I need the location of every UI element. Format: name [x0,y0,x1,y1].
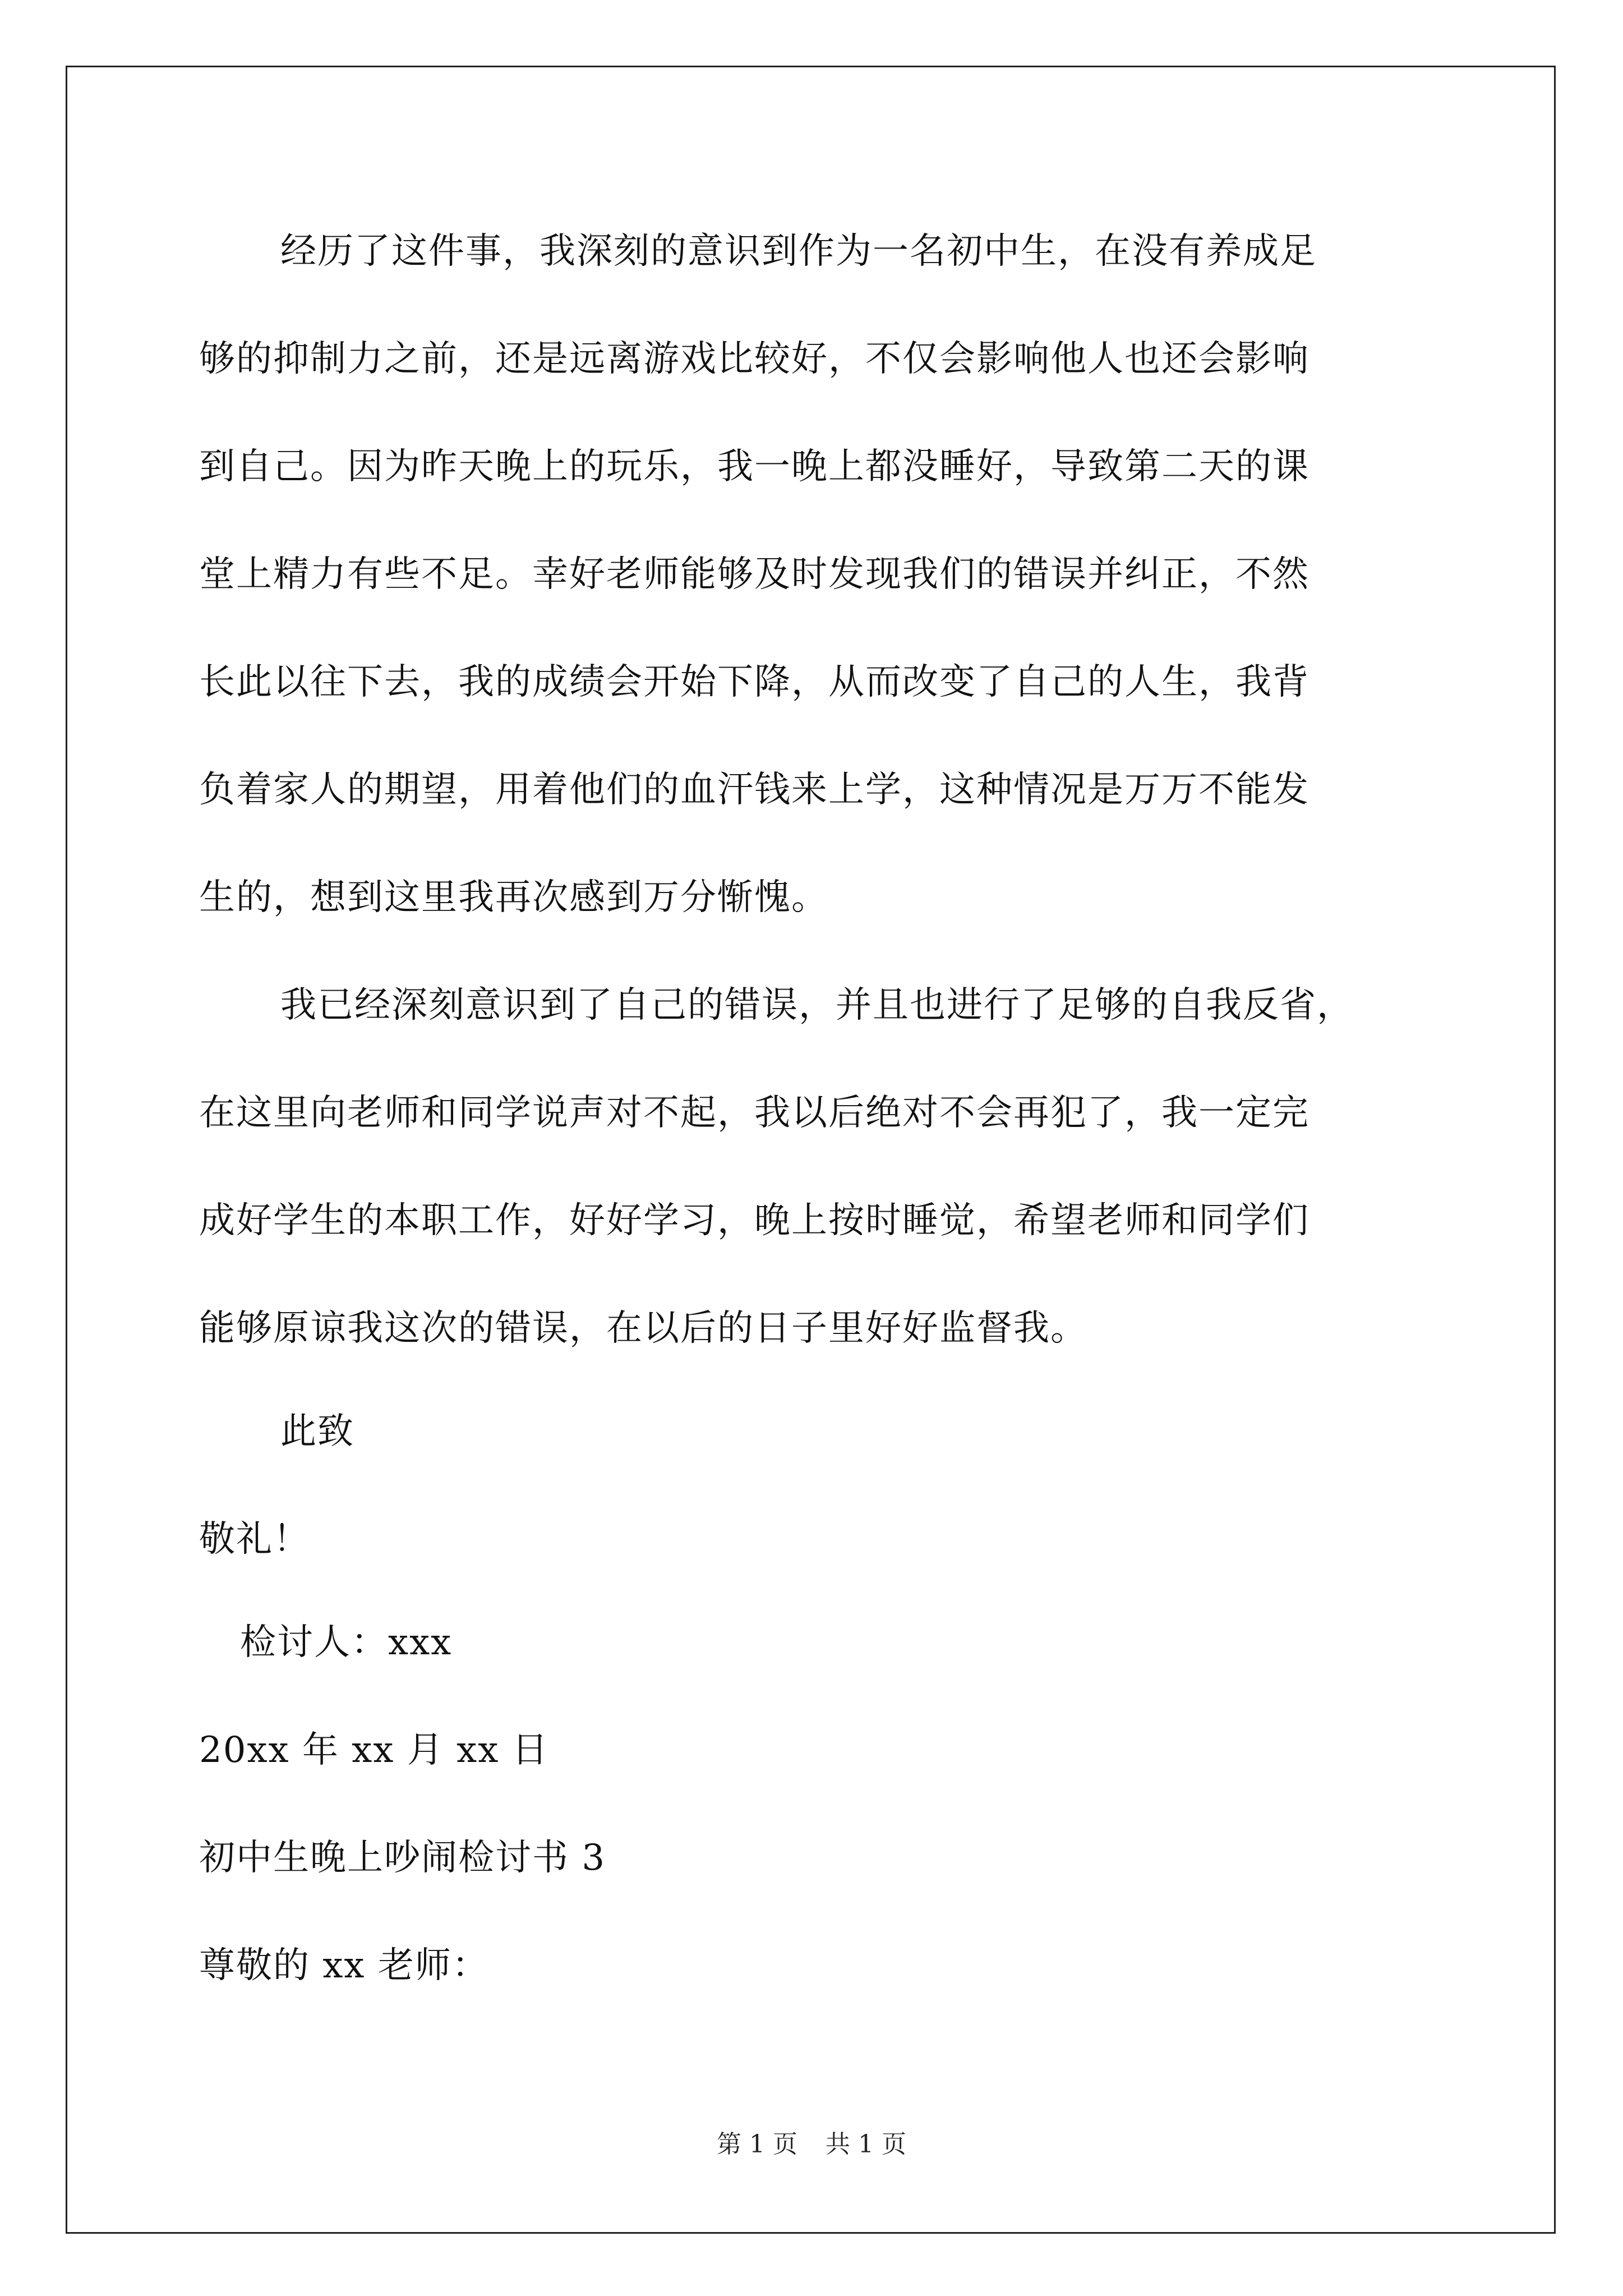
page-current: 第 1 页 [717,2130,797,2159]
paragraph-1-line-4: 堂上精力有些不足。幸好老师能够及时发现我们的错误并纠正，不然 [199,554,1310,595]
paragraph-2-line-3: 成好学生的本职工作，好好学习，晚上按时睡觉，希望老师和同学们 [199,1200,1310,1241]
paragraph-1-line-2: 够的抑制力之前，还是远离游戏比较好，不仅会影响他人也还会影响 [199,338,1310,380]
signer: 检讨人：xxx [240,1622,453,1663]
paragraph-1-line-6: 负着家人的期望，用着他们的血汗钱来上学，这种情况是万万不能发 [199,769,1310,811]
date: 20xx 年 xx 月 xx 日 [199,1729,549,1771]
next-document-title: 初中生晚上吵闹检讨书 3 [199,1837,606,1879]
closing-greeting: 此致 [280,1411,354,1452]
page-footer [0,2129,1623,2160]
paragraph-2-line-1: 我已经深刻意识到了自己的错误，并且也进行了足够的自我反省， [280,984,1354,1026]
page-total: 共 1 页 [826,2130,906,2159]
paragraph-2-line-2: 在这里向老师和同学说声对不起，我以后绝对不会再犯了，我一定完 [199,1092,1310,1134]
paragraph-2-line-4: 能够原谅我这次的错误，在以后的日子里好好监督我。 [199,1308,1087,1349]
paragraph-1-line-7: 生的，想到这里我再次感到万分惭愧。 [199,877,828,918]
page-border [66,66,1556,2234]
paragraph-1-line-5: 长此以往下去，我的成绩会开始下降，从而改变了自己的人生，我背 [199,661,1310,703]
salutation: 尊敬的 xx 老师： [199,1945,489,1986]
closing-salute: 敬礼！ [199,1519,310,1560]
paragraph-1-line-1: 经历了这件事，我深刻的意识到作为一名初中生，在没有养成足 [280,231,1317,272]
paragraph-1-line-3: 到自己。因为昨天晚上的玩乐，我一晚上都没睡好，导致第二天的课 [199,446,1310,487]
